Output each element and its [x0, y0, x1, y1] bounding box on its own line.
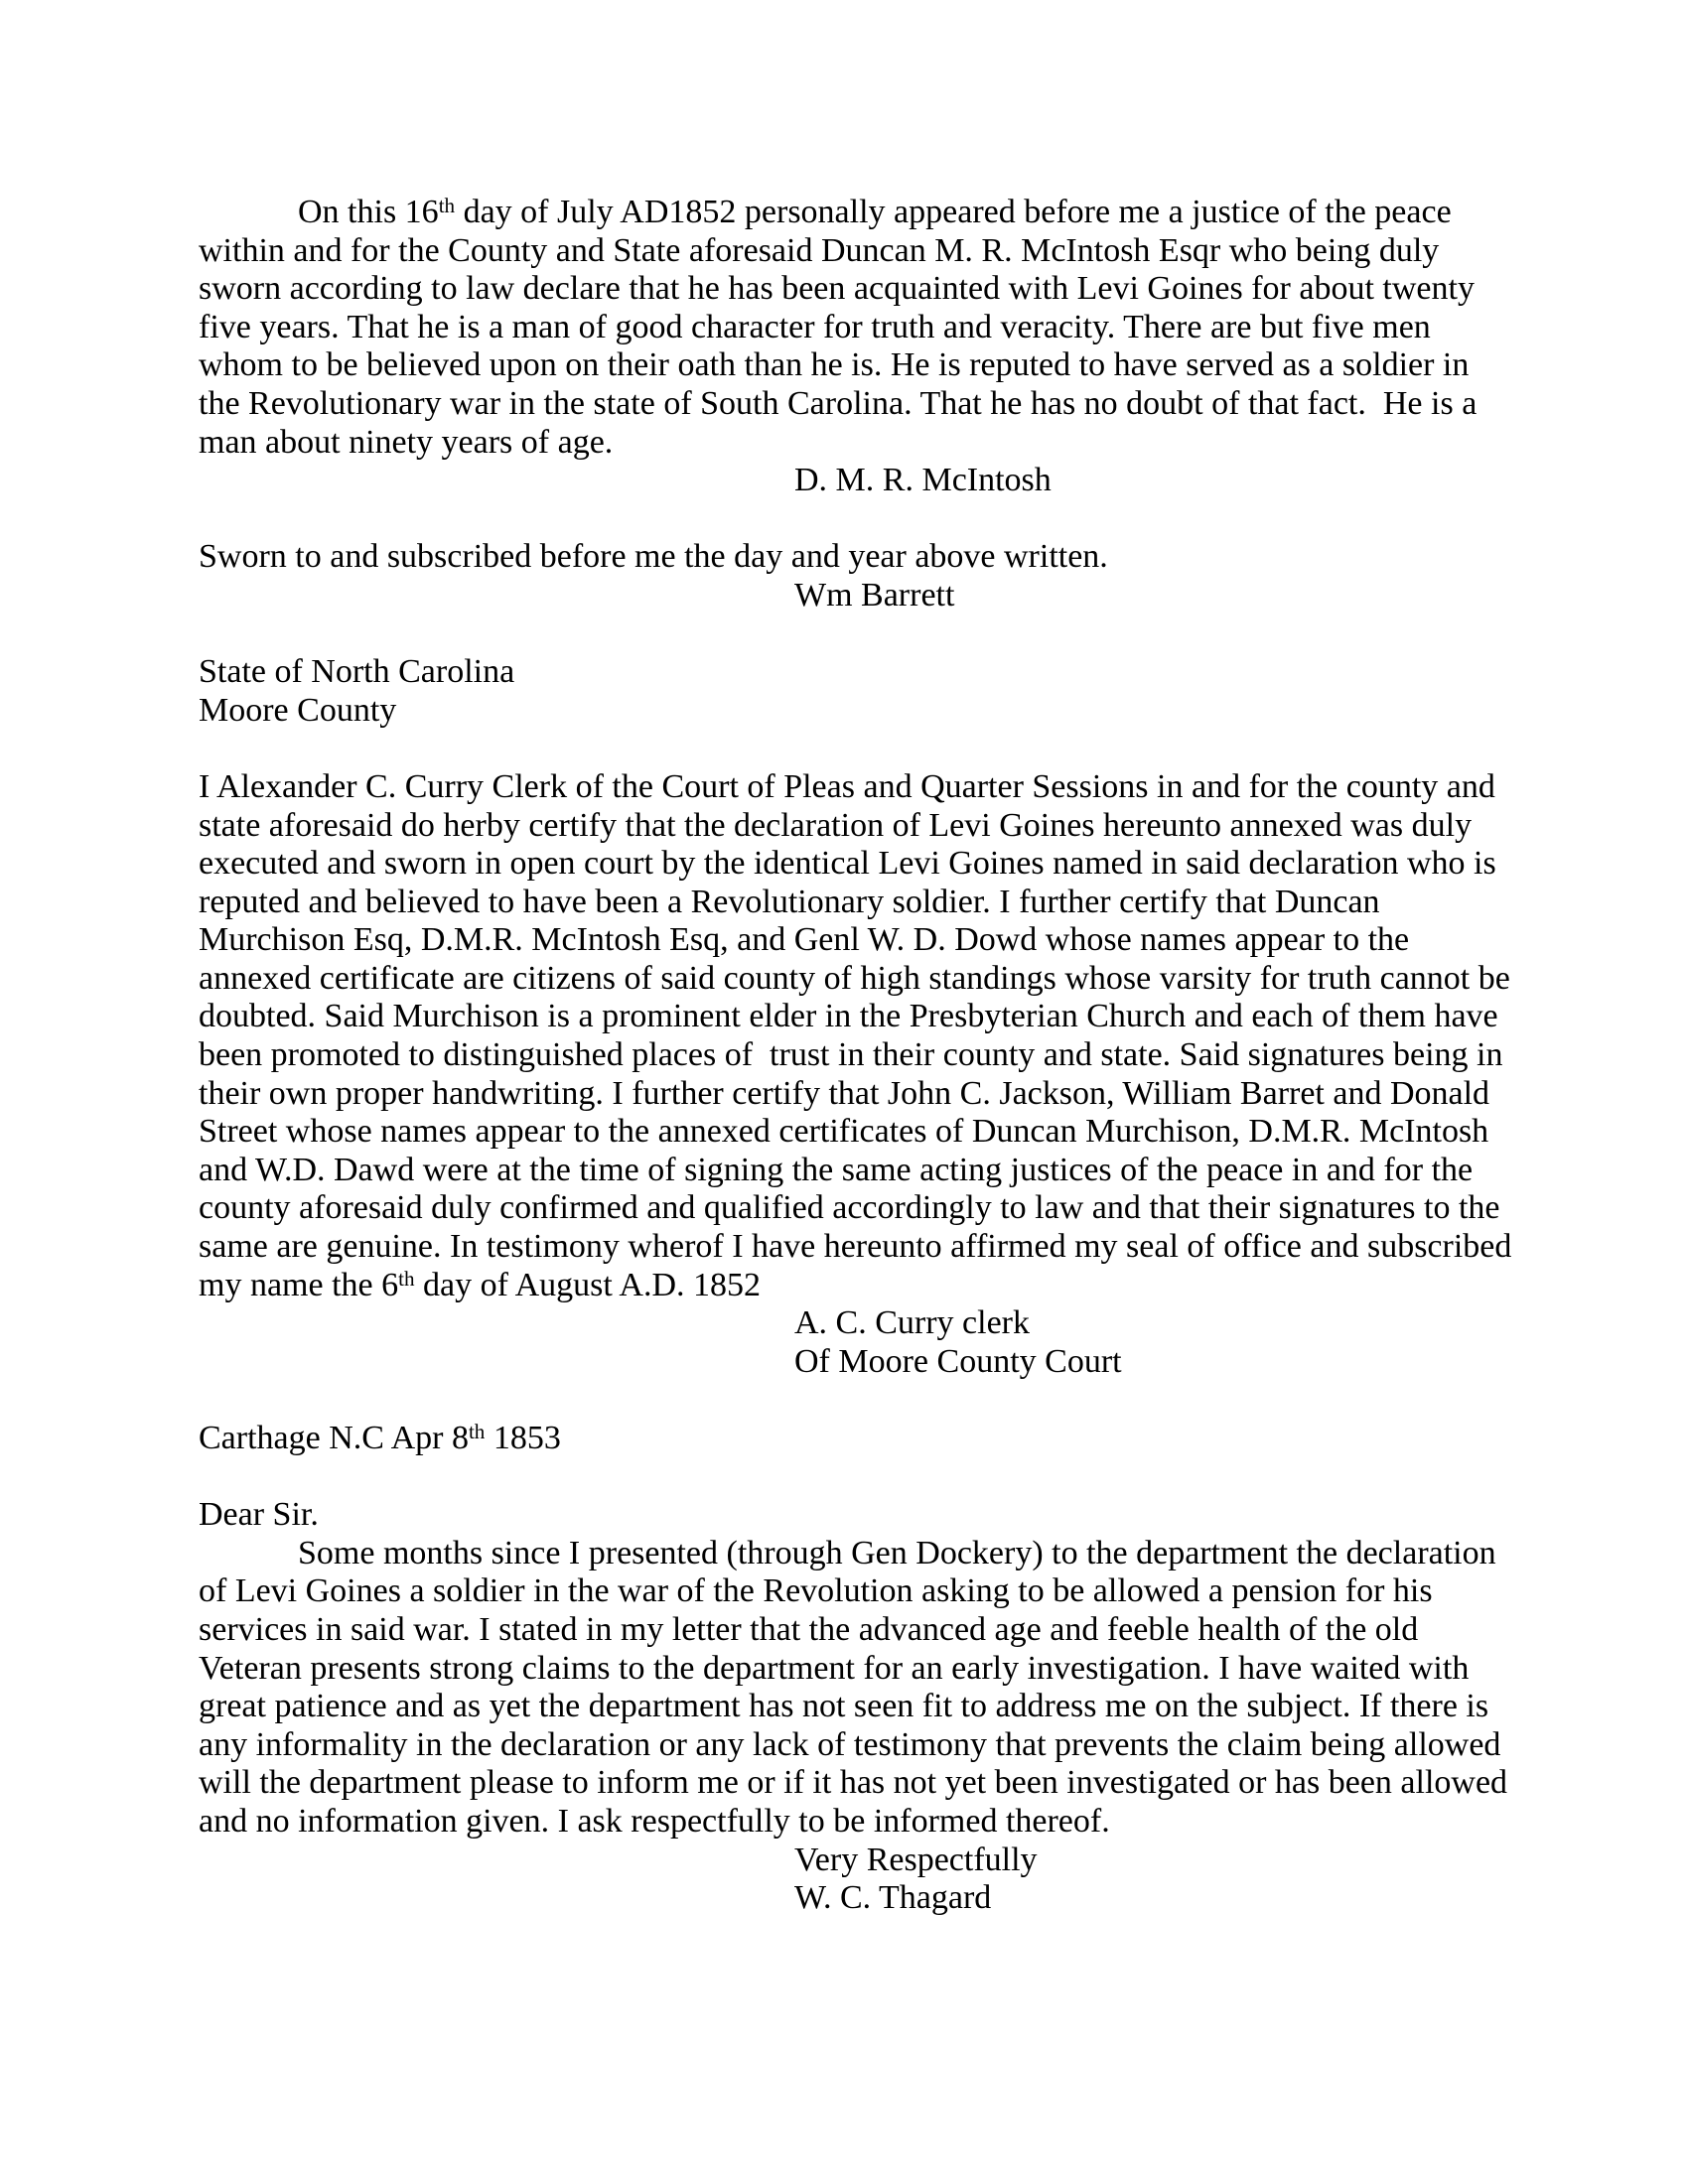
- dateline: [199, 1420, 1589, 1458]
- certification-line-11: and W.D. Dawd were at the time of signing the same acting justices of the peace in and for the: [199, 1151, 1474, 1188]
- blank-line: [199, 615, 1589, 654]
- certification-line-13: same are genuine. In testimony wherof I have hereunto affirmed my seal of office and subscribed: [199, 1228, 1512, 1266]
- letter-line-3: services in said war. I stated in my letter that the advanced age and feeble health of the old: [199, 1610, 1419, 1648]
- blank-line: [199, 1381, 1589, 1420]
- letter-line-5: great patience and as yet the department has not seen fit to address me on the subject. If there is: [199, 1688, 1489, 1725]
- blank-line: [199, 730, 1589, 768]
- affidavit-signature: D. M. R. McIntosh: [794, 462, 1052, 499]
- certification-line-12: county aforesaid duly confirmed and qualified accordingly to law and that their signatures to the: [199, 1189, 1500, 1227]
- ordinal-superscript: th: [398, 1266, 415, 1291]
- heading-county: Moore County: [199, 691, 397, 729]
- certification-line-7: doubted. Said Murchison is a prominent elder in the Presbyterian Church and each of them have: [199, 998, 1498, 1035]
- certification-line-6: annexed certificate are citizens of said county of high standings whose varsity for truth cannot be: [199, 959, 1510, 997]
- certification-line-2: state aforesaid do herby certify that the declaration of Levi Goines hereunto annexed was duly: [199, 806, 1473, 844]
- ordinal-superscript: th: [468, 1419, 486, 1443]
- letter-salutation: Dear Sir.: [199, 1496, 319, 1534]
- letter-line-6: any informality in the declaration or any lack of testimony that prevents the claim being allowed: [199, 1725, 1501, 1763]
- text-segment: Carthage N.C Apr 8: [199, 1420, 469, 1456]
- letter-closing: Very Respectfully: [794, 1841, 1038, 1878]
- certification-line-8: been promoted to distinguished places of trust in their county and state. Said signatures being in: [199, 1036, 1503, 1074]
- affidavit-line-3: sworn according to law declare that he has been acquainted with Levi Goines for about twenty: [199, 270, 1475, 308]
- letter-line-8: and no information given. I ask respectfully to be informed thereof.: [199, 1802, 1110, 1840]
- certification-line-4: reputed and believed to have been a Revolutionary soldier. I further certify that Duncan: [199, 883, 1380, 920]
- text-segment: my name the 6: [199, 1266, 399, 1303]
- affidavit-line-1: [199, 194, 1589, 232]
- affidavit-line-6: the Revolutionary war in the state of South Carolina. That he has no doubt of that fact. He is a: [199, 384, 1477, 422]
- text-segment: 1853: [485, 1420, 561, 1456]
- certification-line-3: executed and sworn in open court by the identical Levi Goines named in said declaration who is: [199, 845, 1496, 883]
- letter-line-2: of Levi Goines a soldier in the war of the Revolution asking to be allowed a pension for his: [199, 1572, 1433, 1610]
- letter-line-4: Veteran presents strong claims to the department for an early investigation. I have waited with: [199, 1649, 1470, 1687]
- certification-line-10: Street whose names appear to the annexed certificates of Duncan Murchison, D.M.R. McIntosh: [199, 1113, 1489, 1151]
- certification-line-9: their own proper handwriting. I further certify that John C. Jackson, William Barret and Donald: [199, 1074, 1490, 1112]
- certification-line-14: [199, 1267, 1589, 1305]
- certification-line-5: Murchison Esq, D.M.R. McIntosh Esq, and Genl W. D. Dowd whose names appear to the: [199, 921, 1410, 959]
- blank-line: [199, 500, 1589, 539]
- text-segment: day of August A.D. 1852: [414, 1266, 762, 1303]
- attestation-line: Sworn to and subscribed before me the day and year above written.: [199, 538, 1108, 576]
- attestation-signature: Wm Barrett: [794, 576, 955, 614]
- certification-line-1: I Alexander C. Curry Clerk of the Court of Pleas and Quarter Sessions in and for the county and: [199, 767, 1495, 805]
- ordinal-superscript: th: [438, 193, 456, 217]
- letter-signature: W. C. Thagard: [794, 1879, 992, 1917]
- text-segment: day of July AD1852 personally appeared before me a justice of the peace: [455, 194, 1452, 230]
- document-body: [199, 194, 1589, 1918]
- affidavit-line-4: five years. That he is a man of good character for truth and veracity. There are but five men: [199, 308, 1431, 345]
- certification-signature: A. C. Curry clerk: [794, 1304, 1031, 1342]
- letter-line-7: will the department please to inform me or if it has not yet been investigated or has been allowed: [199, 1764, 1508, 1802]
- letter-line-1: Some months since I presented (through Gen Dockery) to the department the declaration: [298, 1534, 1496, 1571]
- heading-state: State of North Carolina: [199, 653, 515, 691]
- affidavit-line-7: man about ninety years of age.: [199, 423, 614, 461]
- blank-line: [199, 1458, 1589, 1497]
- certification-signature-title: Of Moore County Court: [794, 1342, 1122, 1380]
- affidavit-line-2: within and for the County and State aforesaid Duncan M. R. McIntosh Esqr who being duly: [199, 231, 1440, 269]
- affidavit-line-5: whom to be believed upon on their oath than he is. He is reputed to have served as a soldier in: [199, 346, 1470, 384]
- text-segment: On this 16: [298, 194, 439, 230]
